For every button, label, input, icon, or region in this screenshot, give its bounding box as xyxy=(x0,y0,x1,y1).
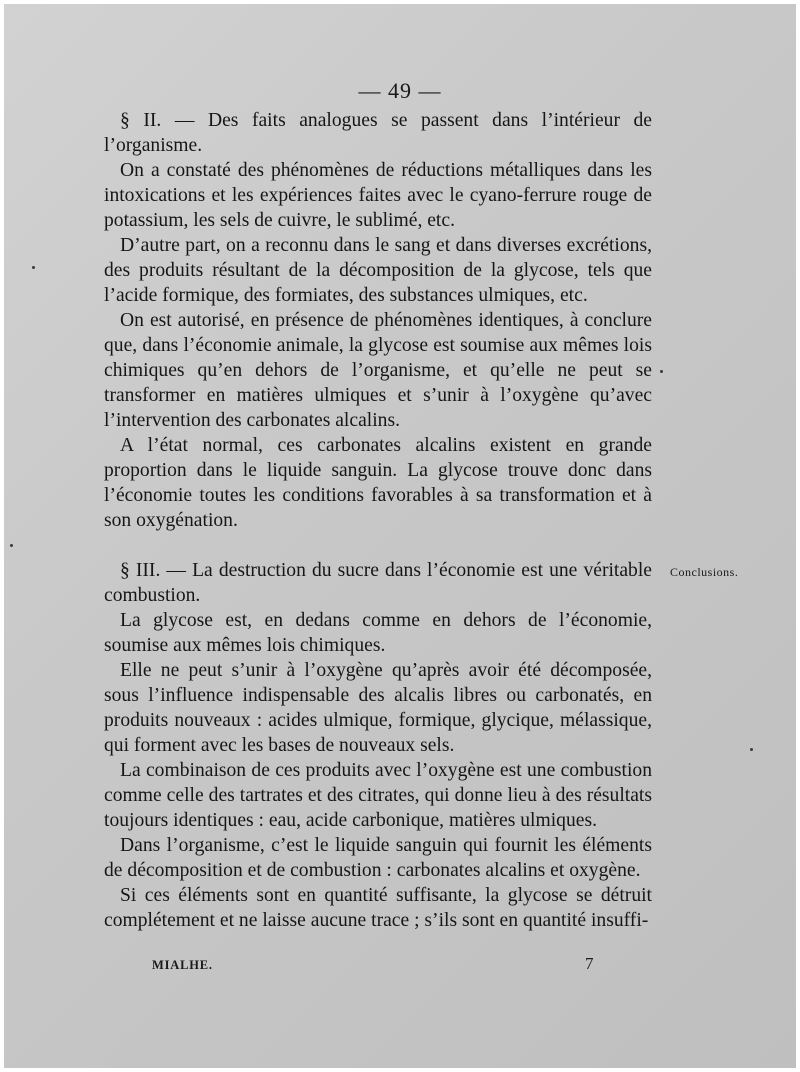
paragraph: D’autre part, on a reconnu dans le sang et dans diverses excrétions, des produits résultant de la décomposition de la glycose, tels que l’acide formique, des formiates, des substances ulmiques, etc. xyxy=(104,235,652,306)
paper-speck xyxy=(10,544,13,547)
marginal-note: Conclusions. xyxy=(670,565,739,579)
footer-signature-number: 7 xyxy=(585,954,594,973)
paper-speck xyxy=(32,266,35,269)
paragraph: Si ces éléments sont en quantité suffisante, la glycose se détruit complétement et ne laisse aucune trace ; s’ils sont en quantité insuffi- xyxy=(104,885,652,931)
paragraph-section-3-heading: § III. — La destruction du sucre dans l’économie est une véritable combustion. xyxy=(104,560,652,606)
paragraph: On est autorisé, en présence de phénomènes identiques, à conclure que, dans l’économie animale, la glycose est soumise aux mêmes lois chimiques qu’en dehors de l’organisme, et qu’elle ne peut se transformer en matières ulmiques et s’unir à l’oxygène qu’avec l’intervention des carbonates alcalins. xyxy=(104,310,652,431)
footer-signature: MIALHE. xyxy=(152,958,213,972)
paragraph: On a constaté des phénomènes de réductions métalliques dans les intoxications et les expériences faites avec le cyano-ferrure rouge de potassium, les sels de cuivre, le sublimé, etc. xyxy=(104,160,652,231)
paragraph-section-2-heading: § II. — Des faits analogues se passent dans l’intérieur de l’organisme. xyxy=(104,110,652,156)
paragraph: Elle ne peut s’unir à l’oxygène qu’après avoir été décomposée, sous l’influence indispensable des alcalis libres ou carbonatés, en produits nouveaux : acides ulmique, formique, glycique, mélassique, qui forment avec les bases de nouveaux sels. xyxy=(104,660,652,756)
paragraph: La combinaison de ces produits avec l’oxygène est une combustion comme celle des tartrates et des citrates, qui donne lieu à des résultats toujours identiques : eau, acide carbonique, matières ulmiques. xyxy=(104,760,652,831)
paragraph: A l’état normal, ces carbonates alcalins existent en grande proportion dans le liquide sanguin. La glycose trouve donc dans l’économie toutes les conditions favorables à sa transformation et à son oxygénation. xyxy=(104,435,652,531)
paper-speck xyxy=(660,370,663,373)
paragraph: La glycose est, en dedans comme en dehors de l’économie, soumise aux mêmes lois chimiques. xyxy=(104,610,652,656)
body-text xyxy=(104,108,652,933)
book-page xyxy=(4,4,796,1068)
paper-speck xyxy=(750,748,753,751)
page-number: — 49 — xyxy=(358,78,442,103)
paragraph: Dans l’organisme, c’est le liquide sanguin qui fournit les éléments de décomposition et de combustion : carbonates alcalins et oxygène. xyxy=(104,835,652,881)
